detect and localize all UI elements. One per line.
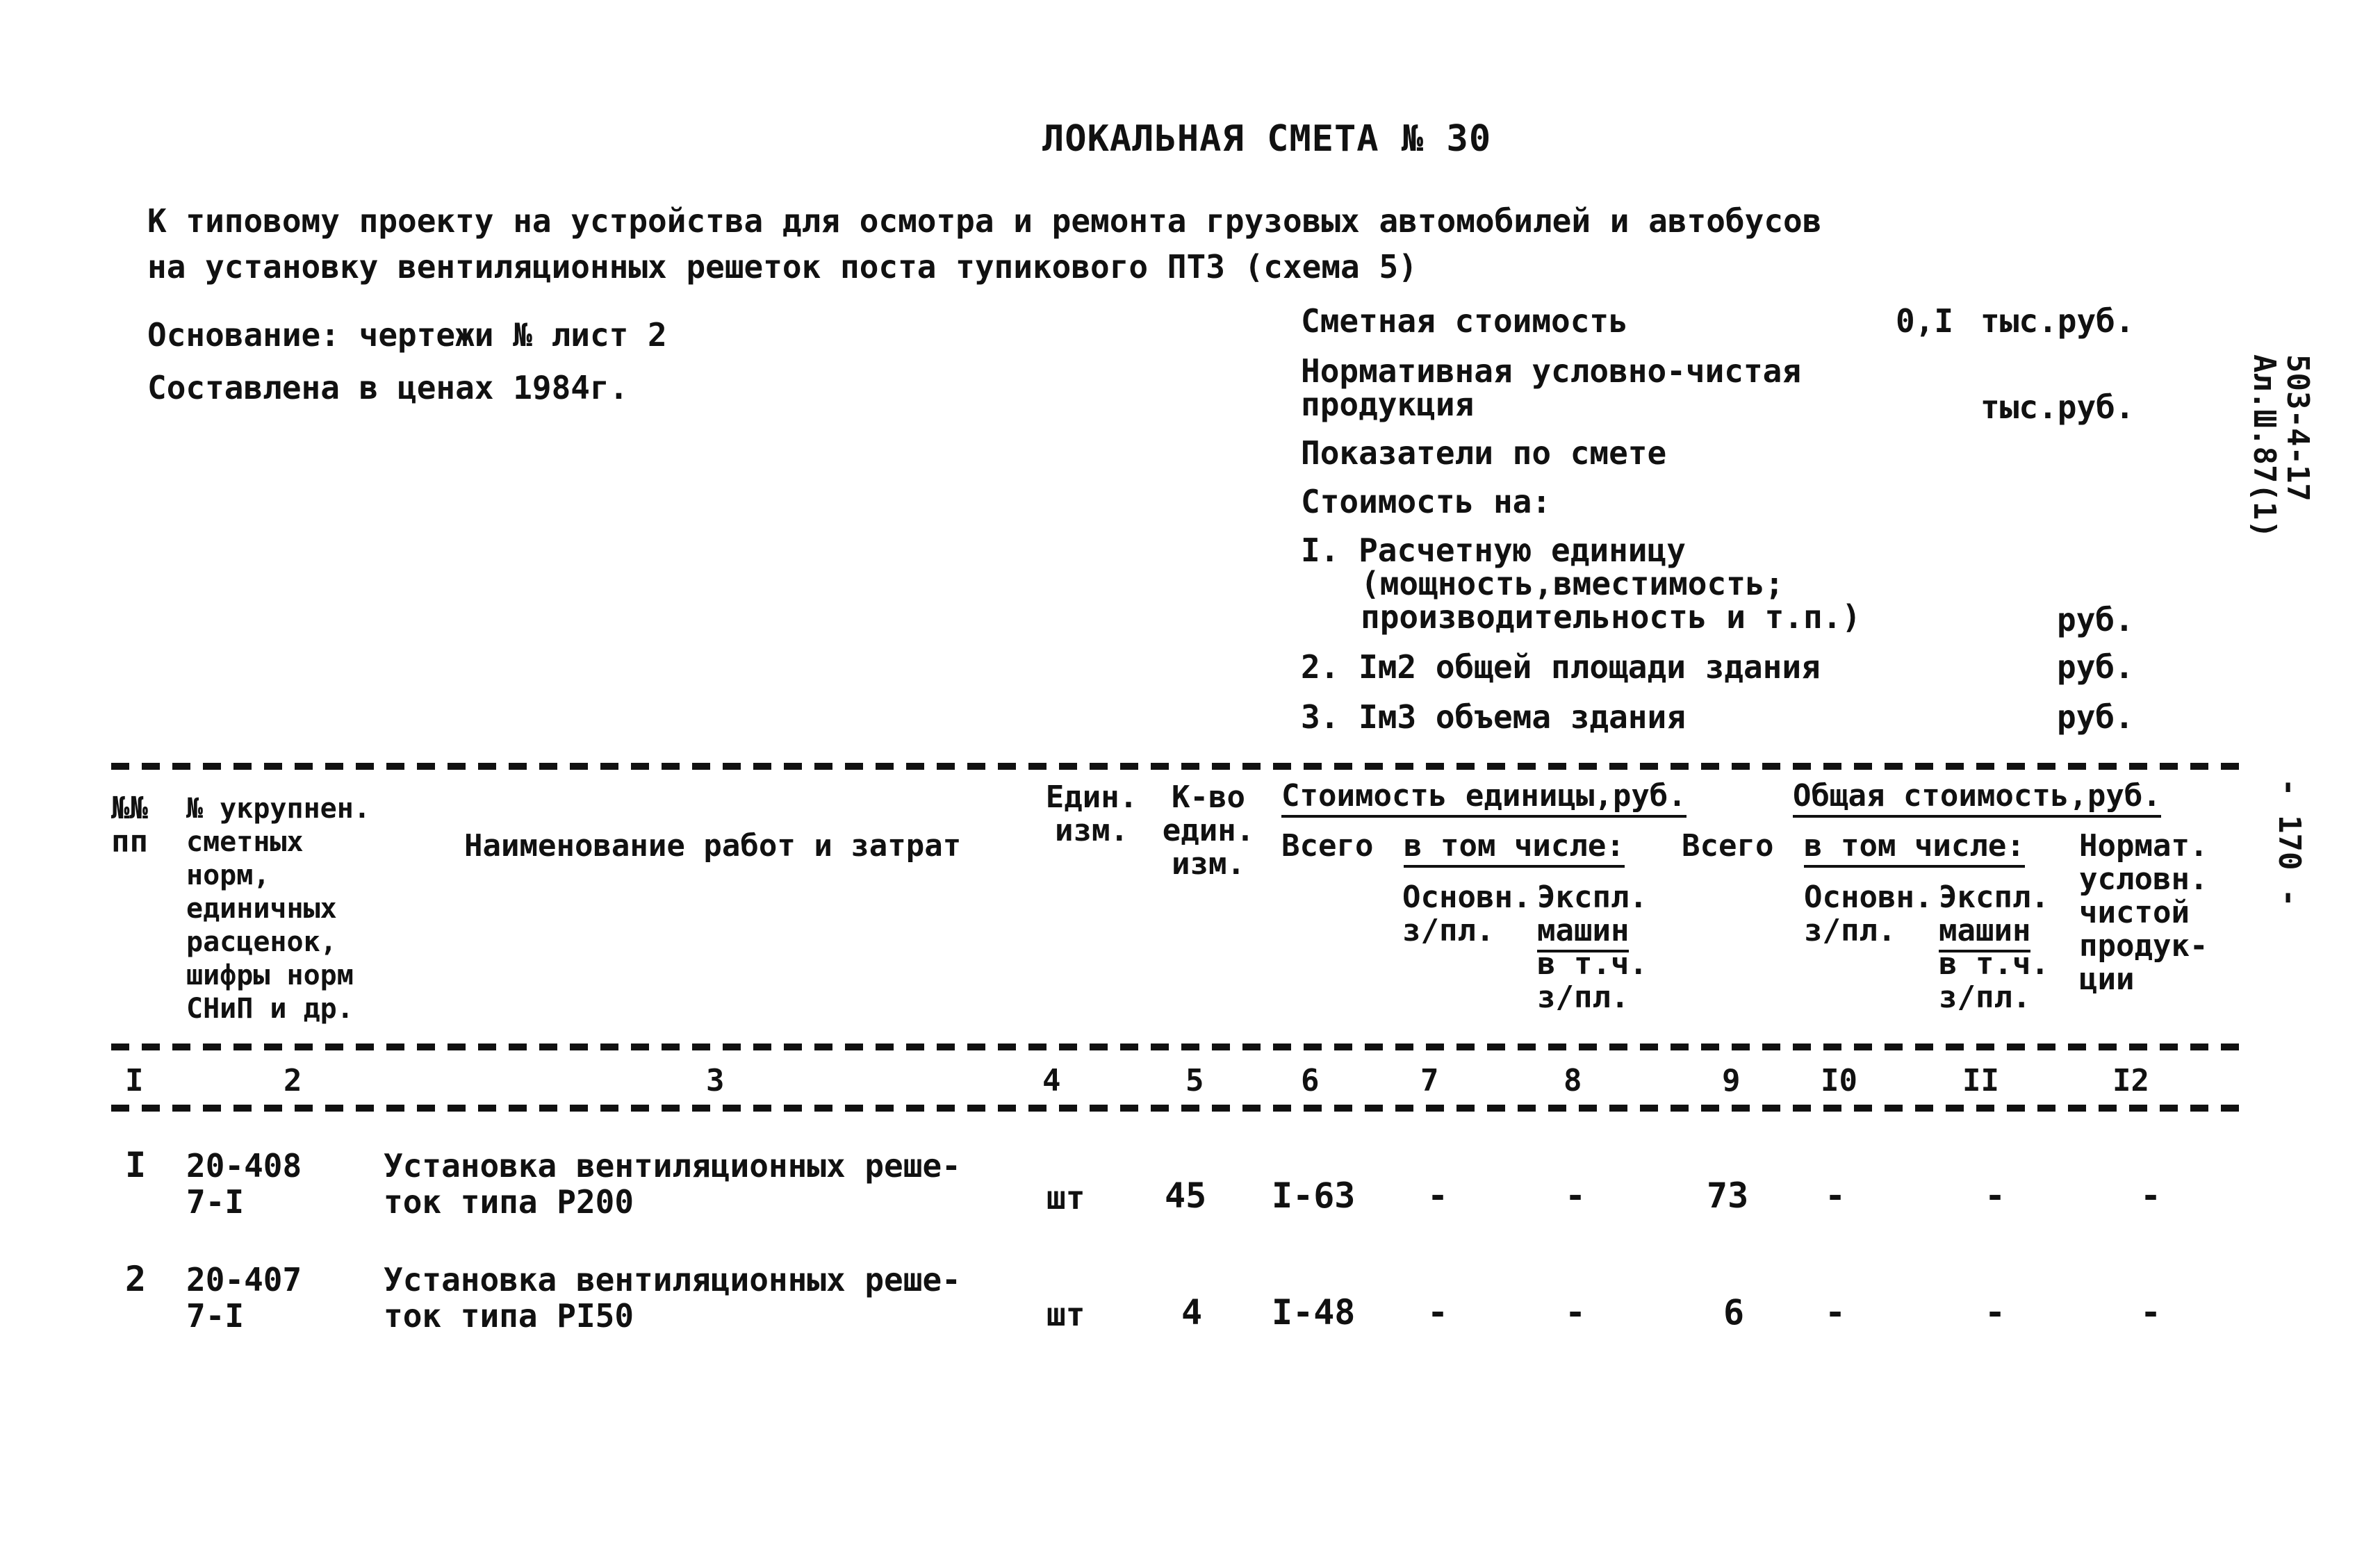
column-number: 7 xyxy=(1420,1063,1439,1098)
unit-cost-machines-header: Экспл. машин в т.ч. з/пл. xyxy=(1537,880,1648,1015)
table-row-unit-base: - xyxy=(1427,1292,1449,1333)
column-number: 5 xyxy=(1185,1063,1204,1098)
unit-cost-total-header: Всего xyxy=(1281,828,1374,864)
indicator-1-line-3: производительность и т.п.) xyxy=(1361,598,1862,636)
table-row-unit-base: - xyxy=(1427,1176,1449,1216)
column-number: 8 xyxy=(1564,1063,1582,1098)
table-row-total-base: - xyxy=(1825,1292,1846,1333)
rule-top xyxy=(111,763,2251,770)
table-row-code: 20-408 7-I xyxy=(186,1147,302,1221)
estimated-cost-value: 0,I xyxy=(1896,302,1954,340)
unit-cost-base-header: Основн. з/пл. xyxy=(1402,880,1532,948)
page-number: - 170 - xyxy=(2272,778,2307,907)
rule-header-bottom xyxy=(111,1044,2251,1050)
table-row-total-machines: - xyxy=(1985,1176,2006,1216)
normative-label-2: продукция xyxy=(1301,386,1475,423)
total-cost-group-header: Общая стоимость,руб. xyxy=(1793,780,2161,813)
table-row-normative: - xyxy=(2140,1292,2162,1333)
column-number: 4 xyxy=(1042,1063,1061,1098)
indicator-3-unit: руб. xyxy=(2057,698,2134,736)
table-row-total-base: - xyxy=(1825,1176,1846,1216)
col-header-work-name: Наименование работ и затрат xyxy=(464,828,962,864)
table-row-unit-machines: - xyxy=(1565,1292,1586,1333)
table-row-total-machines: - xyxy=(1985,1292,2006,1333)
table-row-normative: - xyxy=(2140,1176,2162,1216)
column-number: 2 xyxy=(284,1063,302,1098)
rule-numbers-bottom xyxy=(111,1105,2251,1112)
column-number: I2 xyxy=(2112,1063,2149,1098)
table-row-unit-machines: - xyxy=(1565,1176,1586,1216)
indicator-1-line-2: (мощность,вместимость; xyxy=(1361,565,1784,602)
table-row-unit: шт xyxy=(1047,1179,1085,1216)
prices-text: Составлена в ценах 1984г. xyxy=(147,369,629,406)
side-code-line-2: Ал.Ш.87(1) xyxy=(2247,354,2282,538)
total-cost-incl-header: в том числе: xyxy=(1804,830,2025,863)
estimated-cost-label: Сметная стоимость xyxy=(1301,302,1628,340)
column-number: I xyxy=(125,1063,144,1098)
column-number: 3 xyxy=(706,1063,725,1098)
table-row-number: I xyxy=(125,1145,147,1185)
document-title: ЛОКАЛЬНАЯ СМЕТА № 30 xyxy=(1042,118,1492,160)
table-row-quantity: 4 xyxy=(1181,1292,1203,1333)
indicator-2-unit: руб. xyxy=(2057,648,2134,686)
col-header-unit: Един. изм. xyxy=(1045,780,1138,848)
table-row-unit-total: I-48 xyxy=(1272,1292,1356,1333)
side-code xyxy=(2247,354,2314,538)
indicator-3: 3. Iм3 объема здания xyxy=(1301,698,1686,736)
unit-cost-group-header: Стоимость единицы,руб. xyxy=(1281,780,1686,813)
normative-unit: тыс.руб. xyxy=(1980,388,2135,426)
table-row-code: 20-407 7-I xyxy=(186,1261,302,1335)
side-code-line-1: 503-4-17 xyxy=(2280,354,2315,502)
column-number: I0 xyxy=(1821,1063,1857,1098)
table-row-total: 6 xyxy=(1723,1292,1745,1333)
table-row-total: 73 xyxy=(1707,1176,1749,1216)
column-number: 6 xyxy=(1301,1063,1320,1098)
indicator-1-line-1: I. Расчетную единицу xyxy=(1301,531,1686,569)
indicator-1-unit: руб. xyxy=(2057,601,2134,638)
total-cost-base-header: Основн. з/пл. xyxy=(1804,880,1933,948)
indicator-2: 2. Iм2 общей площади здания xyxy=(1301,648,1821,686)
table-row-quantity: 45 xyxy=(1165,1176,1207,1216)
table-row-name: Установка вентиляционных реше- ток типа Р200 xyxy=(384,1147,961,1221)
intro-line-1: К типовому проекту на устройства для осмотра и ремонта грузовых автомобилей и автобусов xyxy=(147,202,1822,240)
total-cost-machines-header: Экспл. машин в т.ч. з/пл. xyxy=(1939,880,2049,1015)
col-header-number: №№ пп xyxy=(111,791,148,859)
column-number: II xyxy=(1962,1063,1999,1098)
table-row-number: 2 xyxy=(125,1259,147,1299)
col-header-quantity: К-во един. изм. xyxy=(1162,780,1255,882)
column-number: 9 xyxy=(1722,1063,1741,1098)
table-row-unit-total: I-63 xyxy=(1272,1176,1356,1216)
normative-product-header: Нормат. условн. чистой продук- ции xyxy=(2079,828,2208,997)
estimated-cost-unit: тыс.руб. xyxy=(1980,302,2135,340)
indicators-label: Показатели по смете xyxy=(1301,434,1667,472)
cost-on-label: Стоимость на: xyxy=(1301,483,1552,520)
total-cost-total-header: Всего xyxy=(1682,828,1774,864)
basis-text: Основание: чертежи № лист 2 xyxy=(147,316,667,354)
table-row-name: Установка вентиляционных реше- ток типа РI50 xyxy=(384,1261,961,1335)
unit-cost-incl-header: в том числе: xyxy=(1404,830,1625,863)
table-row-unit: шт xyxy=(1047,1296,1085,1333)
intro-line-2: на установку вентиляционных решеток поста тупикового ПТ3 (схема 5) xyxy=(147,248,1418,286)
normative-label-1: Нормативная условно-чистая xyxy=(1301,352,1802,390)
col-header-norm-code: № укрупнен. сметных норм, единичных расценок, шифры норм СНиП и др. xyxy=(186,793,370,1025)
